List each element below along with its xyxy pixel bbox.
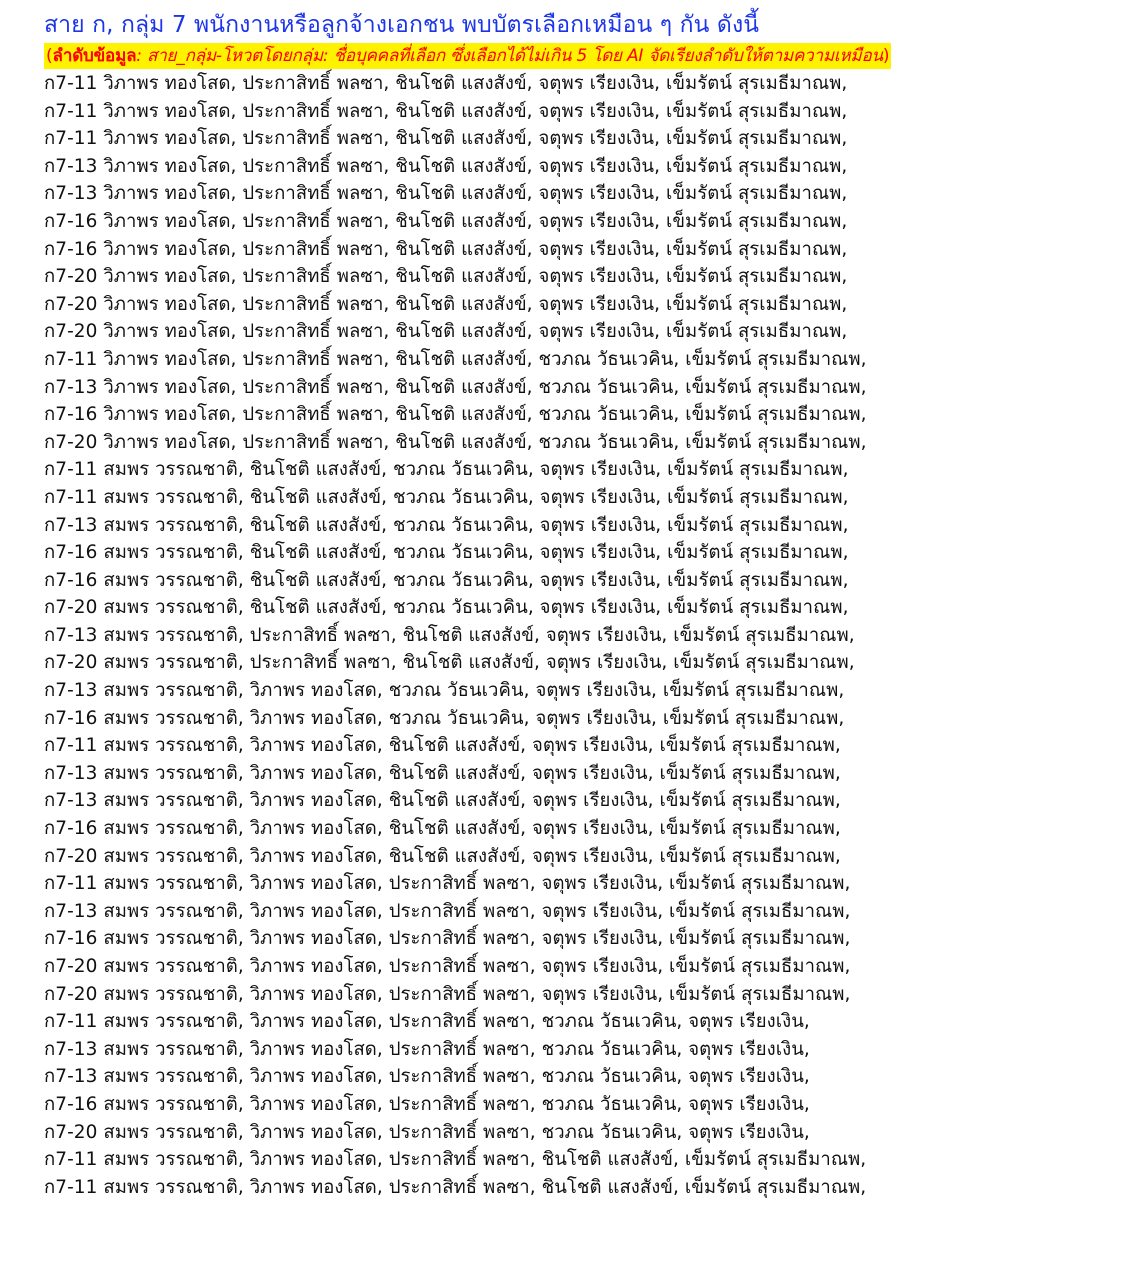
list-item: ก7-16 สมพร วรรณชาติ, วิภาพร ทองโสด, ชวภณ วัธนเวคิน, จตุพร เรียงเงิน, เข็มรัตน์ สุรเมธีมาณพ, <box>44 707 845 729</box>
list-item: ก7-20 สมพร วรรณชาติ, วิภาพร ทองโสด, ประกาสิทธิ์ พลซา, ชวภณ วัธนเวคิน, จตุพร เรียงเงิน, <box>44 1121 810 1143</box>
legend-close-paren: ) <box>882 46 890 66</box>
list-item: ก7-16 วิภาพร ทองโสด, ประกาสิทธิ์ พลซา, ชินโชติ แสงสังข์, ชวภณ วัธนเวคิน, เข็มรัตน์ สุรเมธีมาณพ, <box>44 404 867 426</box>
list-item: ก7-16 สมพร วรรณชาติ, วิภาพร ทองโสด, ชินโชติ แสงสังข์, จตุพร เรียงเงิน, เข็มรัตน์ สุรเมธีมาณพ, <box>44 818 841 840</box>
list-item: ก7-11 สมพร วรรณชาติ, ชินโชติ แสงสังข์, ชวภณ วัธนเวคิน, จตุพร เรียงเงิน, เข็มรัตน์ สุรเมธีมาณพ, <box>44 486 849 508</box>
list-item: ก7-13 สมพร วรรณชาติ, วิภาพร ทองโสด, ชินโชติ แสงสังข์, จตุพร เรียงเงิน, เข็มรัตน์ สุรเมธีมาณพ, <box>44 790 841 812</box>
list-item: ก7-11 สมพร วรรณชาติ, วิภาพร ทองโสด, ประกาสิทธิ์ พลซา, ชินโชติ แสงสังข์, เข็มรัตน์ สุรเมธีมาณพ, <box>44 1149 867 1171</box>
list-item: ก7-16 วิภาพร ทองโสด, ประกาสิทธิ์ พลซา, ชินโชติ แสงสังข์, จตุพร เรียงเงิน, เข็มรัตน์ สุรเมธีมาณพ, <box>44 210 848 232</box>
list-item: ก7-11 สมพร วรรณชาติ, ชินโชติ แสงสังข์, ชวภณ วัธนเวคิน, จตุพร เรียงเงิน, เข็มรัตน์ สุรเมธีมาณพ, <box>44 459 849 481</box>
legend-label: ลำดับข้อมูล <box>52 46 137 66</box>
list-item: ก7-11 วิภาพร ทองโสด, ประกาสิทธิ์ พลซา, ชินโชติ แสงสังข์, ชวภณ วัธนเวคิน, เข็มรัตน์ สุรเมธีมาณพ, <box>44 348 867 370</box>
list-item: ก7-13 สมพร วรรณชาติ, วิภาพร ทองโสด, ชินโชติ แสงสังข์, จตุพร เรียงเงิน, เข็มรัตน์ สุรเมธีมาณพ, <box>44 762 841 784</box>
list-item: ก7-13 สมพร วรรณชาติ, ประกาสิทธิ์ พลซา, ชินโชติ แสงสังข์, จตุพร เรียงเงิน, เข็มรัตน์ สุรเมธีมาณพ, <box>44 624 855 646</box>
list-item: ก7-20 วิภาพร ทองโสด, ประกาสิทธิ์ พลซา, ชินโชติ แสงสังข์, จตุพร เรียงเงิน, เข็มรัตน์ สุรเมธีมาณพ, <box>44 266 848 288</box>
list-item: ก7-16 สมพร วรรณชาติ, วิภาพร ทองโสด, ประกาสิทธิ์ พลซา, ชวภณ วัธนเวคิน, จตุพร เรียงเงิน, <box>44 1093 810 1115</box>
list-item: ก7-20 สมพร วรรณชาติ, วิภาพร ทองโสด, ชินโชติ แสงสังข์, จตุพร เรียงเงิน, เข็มรัตน์ สุรเมธีมาณพ, <box>44 845 841 867</box>
list-item: ก7-13 วิภาพร ทองโสด, ประกาสิทธิ์ พลซา, ชินโชติ แสงสังข์, จตุพร เรียงเงิน, เข็มรัตน์ สุรเมธีมาณพ, <box>44 183 848 205</box>
list-item: ก7-11 วิภาพร ทองโสด, ประกาสิทธิ์ พลซา, ชินโชติ แสงสังข์, จตุพร เรียงเงิน, เข็มรัตน์ สุรเมธีมาณพ, <box>44 73 848 94</box>
list-item: ก7-11 สมพร วรรณชาติ, วิภาพร ทองโสด, ประกาสิทธิ์ พลซา, ชวภณ วัธนเวคิน, จตุพร เรียงเงิน, <box>44 1011 810 1033</box>
list-item: ก7-13 วิภาพร ทองโสด, ประกาสิทธิ์ พลซา, ชินโชติ แสงสังข์, ชวภณ วัธนเวคิน, เข็มรัตน์ สุรเมธีมาณพ, <box>44 376 867 398</box>
list-item: ก7-16 สมพร วรรณชาติ, ชินโชติ แสงสังข์, ชวภณ วัธนเวคิน, จตุพร เรียงเงิน, เข็มรัตน์ สุรเมธีมาณพ, <box>44 542 849 564</box>
list-item: ก7-16 สมพร วรรณชาติ, วิภาพร ทองโสด, ประกาสิทธิ์ พลซา, จตุพร เรียงเงิน, เข็มรัตน์ สุรเมธีมาณพ, <box>44 928 851 950</box>
list-item: ก7-20 สมพร วรรณชาติ, ประกาสิทธิ์ พลซา, ชินโชติ แสงสังข์, จตุพร เรียงเงิน, เข็มรัตน์ สุรเมธีมาณพ, <box>44 652 855 674</box>
list-item: ก7-20 วิภาพร ทองโสด, ประกาสิทธิ์ พลซา, ชินโชติ แสงสังข์, จตุพร เรียงเงิน, เข็มรัตน์ สุรเมธีมาณพ, <box>44 321 848 343</box>
list-item: ก7-11 สมพร วรรณชาติ, วิภาพร ทองโสด, ประกาสิทธิ์ พลซา, ชินโชติ แสงสังข์, เข็มรัตน์ สุรเมธีมาณพ, <box>44 1176 867 1198</box>
list-item: ก7-20 สมพร วรรณชาติ, วิภาพร ทองโสด, ประกาสิทธิ์ พลซา, จตุพร เรียงเงิน, เข็มรัตน์ สุรเมธีมาณพ, <box>44 983 851 1005</box>
list-item: ก7-20 วิภาพร ทองโสด, ประกาสิทธิ์ พลซา, ชินโชติ แสงสังข์, จตุพร เรียงเงิน, เข็มรัตน์ สุรเมธีมาณพ, <box>44 293 848 315</box>
list-item: ก7-16 สมพร วรรณชาติ, ชินโชติ แสงสังข์, ชวภณ วัธนเวคิน, จตุพร เรียงเงิน, เข็มรัตน์ สุรเมธีมาณพ, <box>44 569 849 591</box>
list-item: ก7-20 วิภาพร ทองโสด, ประกาสิทธิ์ พลซา, ชินโชติ แสงสังข์, ชวภณ วัธนเวคิน, เข็มรัตน์ สุรเมธีมาณพ, <box>44 431 867 453</box>
list-item: ก7-20 สมพร วรรณชาติ, ชินโชติ แสงสังข์, ชวภณ วัธนเวคิน, จตุพร เรียงเงิน, เข็มรัตน์ สุรเมธีมาณพ, <box>44 597 849 619</box>
legend-open-paren: ( <box>46 46 53 66</box>
list-item: ก7-13 สมพร วรรณชาติ, วิภาพร ทองโสด, ประกาสิทธิ์ พลซา, ชวภณ วัธนเวคิน, จตุพร เรียงเงิน, <box>44 1066 810 1088</box>
legend-description: : สาย_กลุ่ม-โหวตโดยกลุ่ม: ชื่อบุคคลที่เลือก ซึ่งเลือกได้ไม่เกิน 5 โดย AI จัดเรียงลำดับให้ตามความเหมือน <box>136 46 883 66</box>
list-item: ก7-13 สมพร วรรณชาติ, วิภาพร ทองโสด, ประกาสิทธิ์ พลซา, ชวภณ วัธนเวคิน, จตุพร เรียงเงิน, <box>44 1038 810 1060</box>
legend-note <box>44 43 891 69</box>
list-item: ก7-11 สมพร วรรณชาติ, วิภาพร ทองโสด, ชินโชติ แสงสังข์, จตุพร เรียงเงิน, เข็มรัตน์ สุรเมธีมาณพ, <box>44 735 841 757</box>
list-item: ก7-13 สมพร วรรณชาติ, วิภาพร ทองโสด, ชวภณ วัธนเวคิน, จตุพร เรียงเงิน, เข็มรัตน์ สุรเมธีมาณพ, <box>44 680 845 702</box>
list-item: ก7-20 สมพร วรรณชาติ, วิภาพร ทองโสด, ประกาสิทธิ์ พลซา, จตุพร เรียงเงิน, เข็มรัตน์ สุรเมธีมาณพ, <box>44 956 851 977</box>
list-item: ก7-13 สมพร วรรณชาติ, ชินโชติ แสงสังข์, ชวภณ วัธนเวคิน, จตุพร เรียงเงิน, เข็มรัตน์ สุรเมธีมาณพ, <box>44 514 849 536</box>
document-page <box>44 8 1114 1201</box>
list-item: ก7-11 วิภาพร ทองโสด, ประกาสิทธิ์ พลซา, ชินโชติ แสงสังข์, จตุพร เรียงเงิน, เข็มรัตน์ สุรเมธีมาณพ, <box>44 100 848 122</box>
list-item: ก7-11 สมพร วรรณชาติ, วิภาพร ทองโสด, ประกาสิทธิ์ พลซา, จตุพร เรียงเงิน, เข็มรัตน์ สุรเมธีมาณพ, <box>44 873 851 895</box>
page-title: สาย ก, กลุ่ม 7 พนักงานหรือลูกจ้างเอกชน พบบัตรเลือกเหมือน ๆ กัน ดังนี้ <box>44 12 760 38</box>
list-item: ก7-11 วิภาพร ทองโสด, ประกาสิทธิ์ พลซา, ชินโชติ แสงสังข์, จตุพร เรียงเงิน, เข็มรัตน์ สุรเมธีมาณพ, <box>44 128 848 150</box>
list-item: ก7-13 สมพร วรรณชาติ, วิภาพร ทองโสด, ประกาสิทธิ์ พลซา, จตุพร เรียงเงิน, เข็มรัตน์ สุรเมธีมาณพ, <box>44 900 851 922</box>
list-item: ก7-13 วิภาพร ทองโสด, ประกาสิทธิ์ พลซา, ชินโชติ แสงสังข์, จตุพร เรียงเงิน, เข็มรัตน์ สุรเมธีมาณพ, <box>44 155 848 177</box>
list-item: ก7-16 วิภาพร ทองโสด, ประกาสิทธิ์ พลซา, ชินโชติ แสงสังข์, จตุพร เรียงเงิน, เข็มรัตน์ สุรเมธีมาณพ, <box>44 238 848 260</box>
ballot-list <box>44 70 1114 1201</box>
